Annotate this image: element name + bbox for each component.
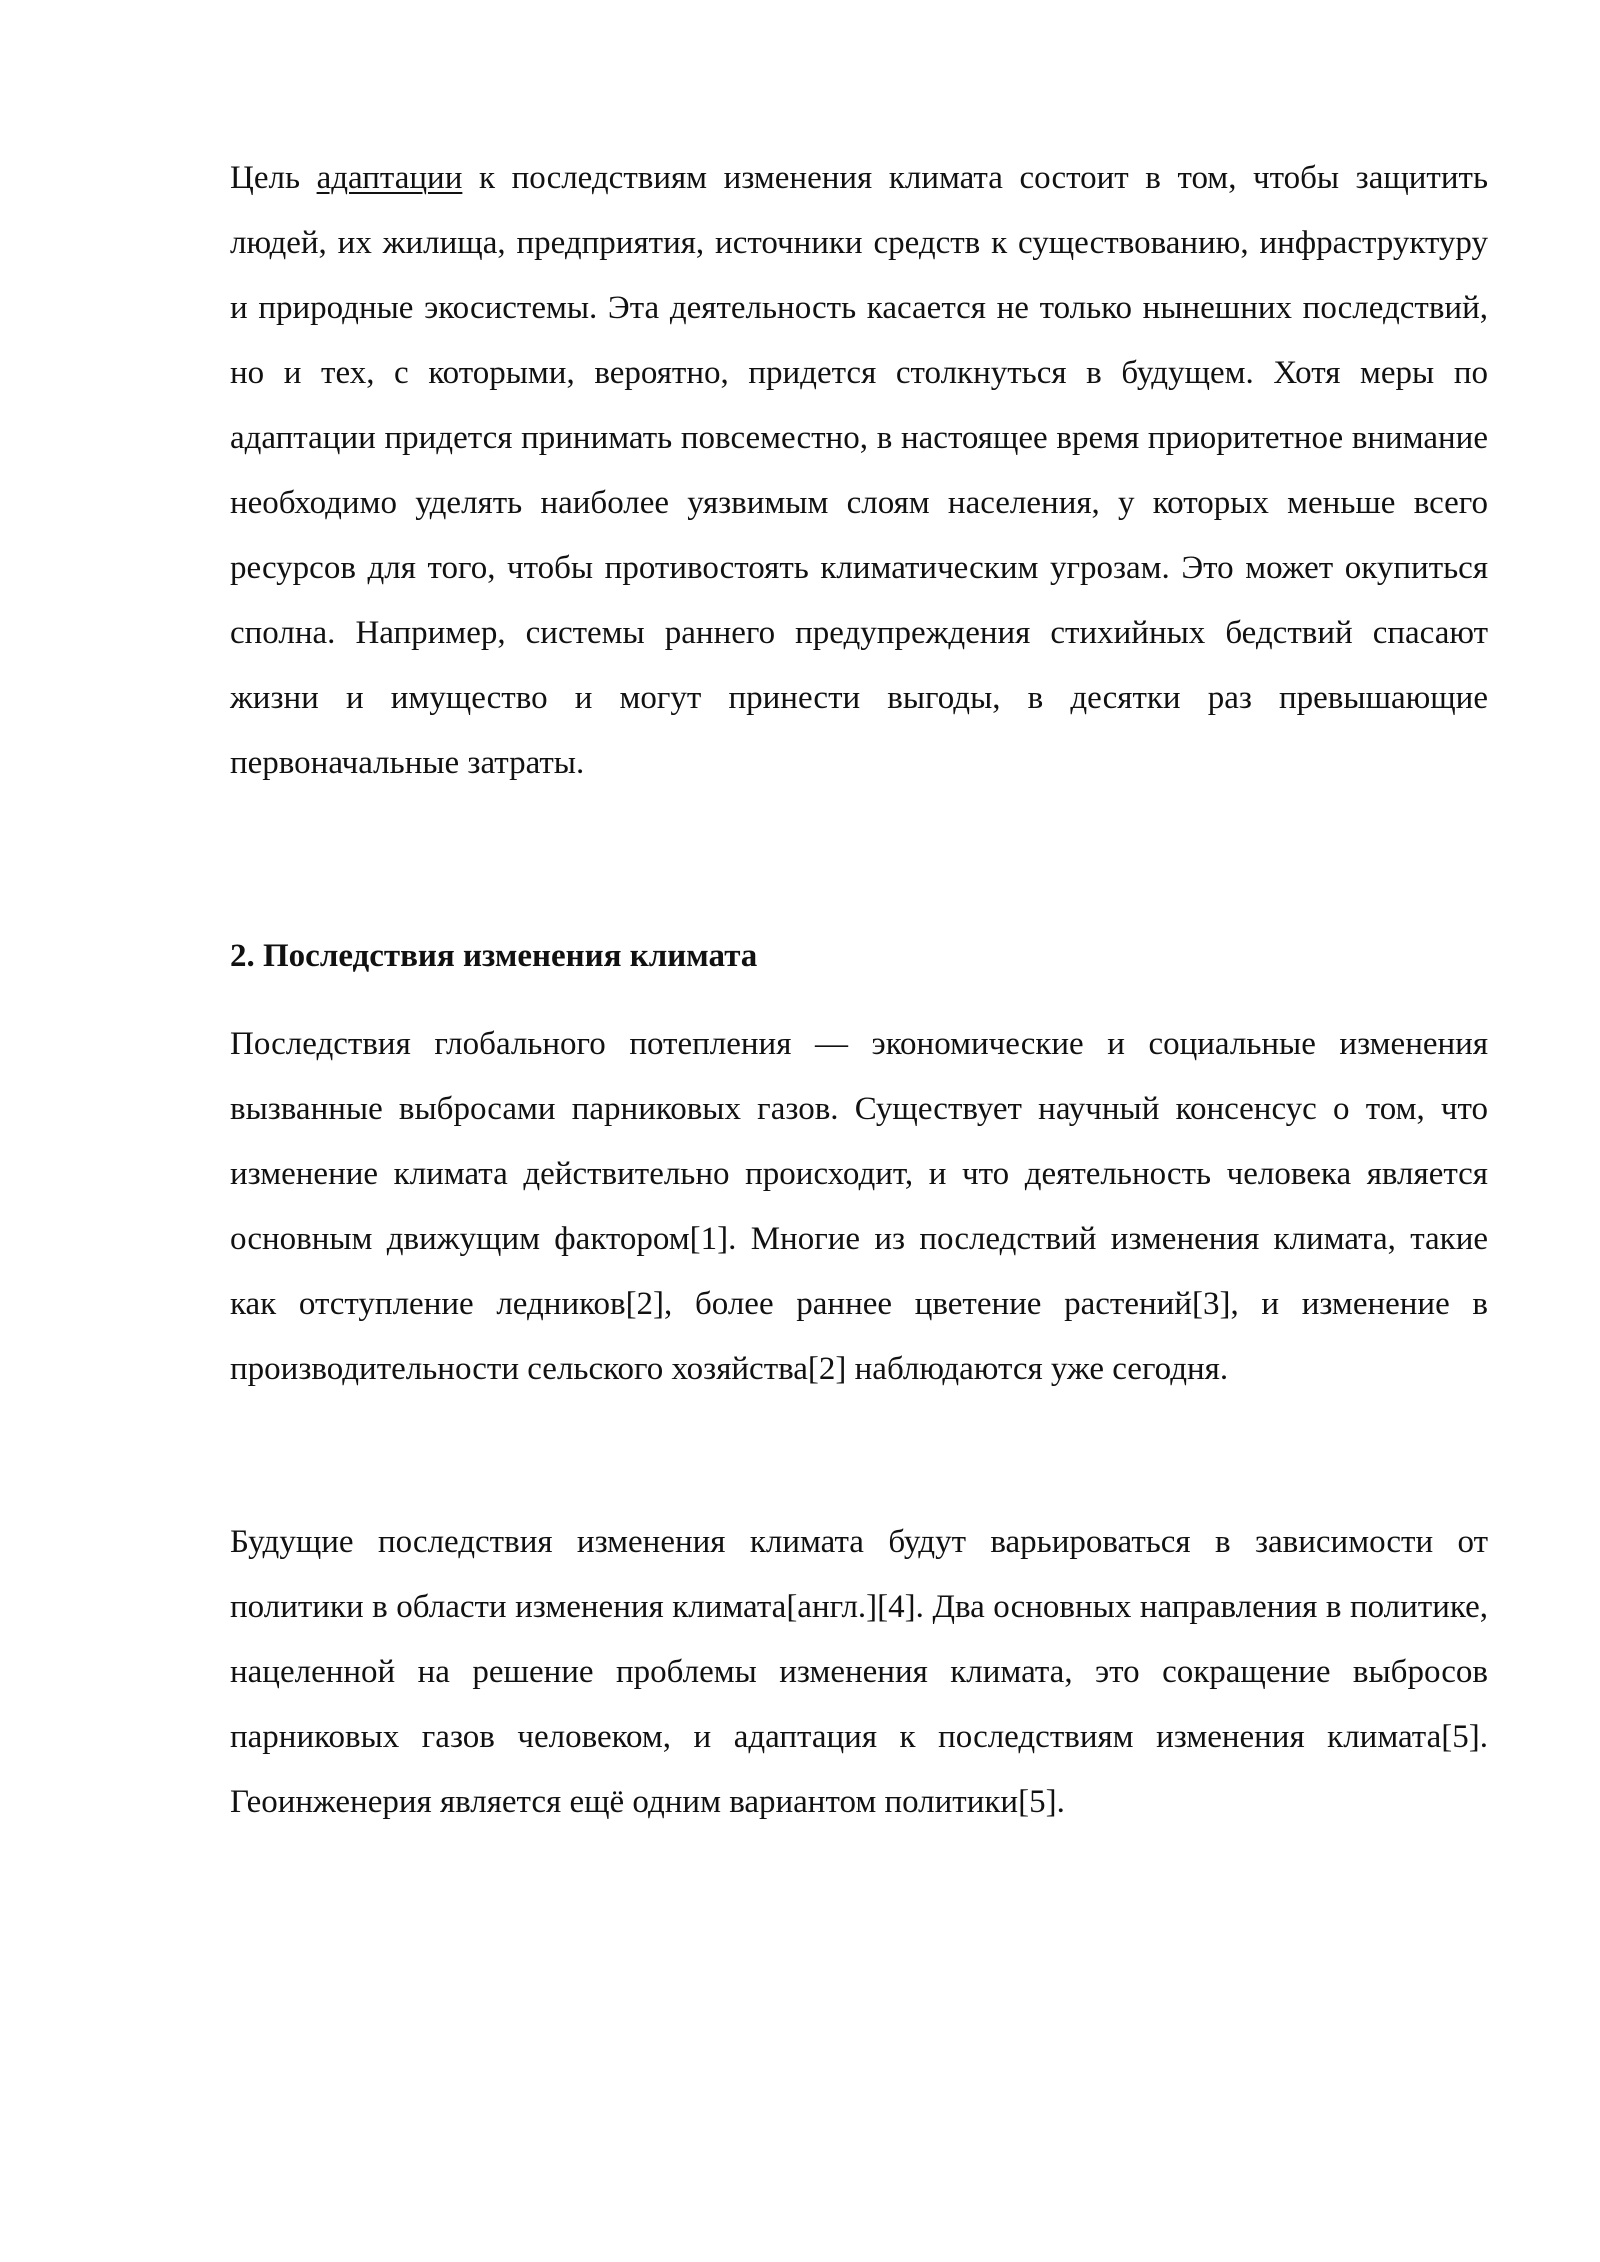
adaptation-link[interactable]: адаптации	[316, 160, 463, 196]
document-body	[230, 146, 1488, 1835]
paragraph-future-consequences: Будущие последствия изменения климата будут варьироваться в зависимости от политики в области изменения климата[англ.][4]. Два основных направления в политике, нацеленной на решение проблемы изменения климата, это сокращение выбросов парниковых газов человеком, и адаптация к последствиям изменения климата[5]. Геоинженерия является ещё одним вариантом политики[5].	[230, 1524, 1488, 1820]
paragraph-adaptation	[230, 146, 1488, 796]
paragraph-adaptation-rest: к последствиям изменения климата состоит в том, чтобы защитить людей, их жилища, предприятия, источники средств к существованию, инфраструктуру и природные экосистемы. Эта деятельность касается не только нынешних последствий, но и тех, с которыми, вероятно, придется столкнуться в будущем. Хотя меры по адаптации придется принимать повсеместно, в настоящее время приоритетное внимание необходимо уделять наиболее уязвимым слоям населения, у которых меньше всего ресурсов для того, чтобы противостоять климатическим угрозам. Это может окупиться сполна. Например, системы раннего предупреждения стихийных бедствий спасают жизни и имущество и могут принести выгоды, в десятки раз превышающие первоначальные затраты.	[230, 160, 1488, 781]
section-heading: 2. Последствия изменения климата	[230, 938, 758, 974]
paragraph-adaptation-start: Цель	[230, 160, 317, 196]
paragraph-consequences: Последствия глобального потепления — экономические и социальные изменения вызванные выбросами парниковых газов. Существует научный консенсус о том, что изменение климата действительно происходит, и что деятельность человека является основным движущим фактором[1]. Многие из последствий изменения климата, такие как отступление ледников[2], более раннее цветение растений[3], и изменение в производительности сельского хозяйства[2] наблюдаются уже сегодня.	[230, 1026, 1488, 1387]
